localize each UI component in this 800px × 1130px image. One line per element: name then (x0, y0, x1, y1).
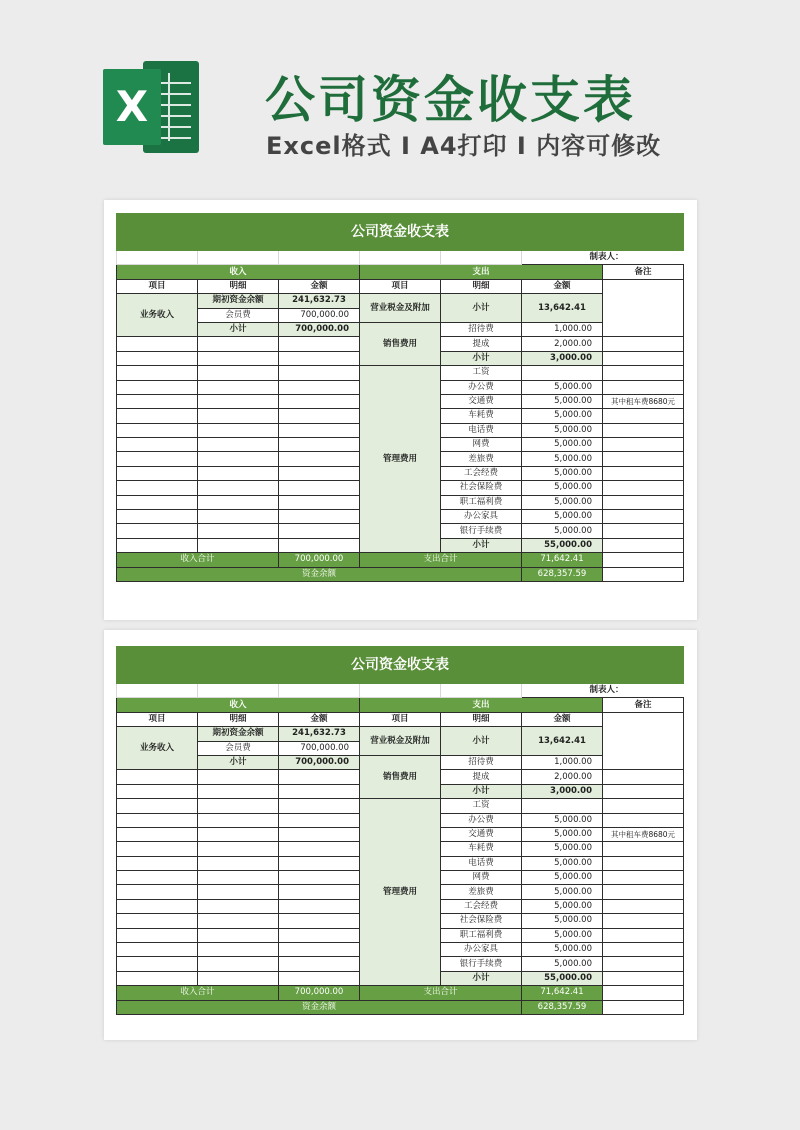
expense-note (603, 510, 684, 524)
expense-note (603, 409, 684, 423)
income-amount: 700,000.00 (279, 741, 360, 755)
ledger-table (116, 213, 684, 582)
expense-tax-subtotal: 13,642.41 (522, 294, 603, 323)
expense-note: 其中租车费8680元 (603, 827, 684, 841)
income-subtotal: 700,000.00 (279, 322, 360, 336)
expense-amount: 5,000.00 (522, 957, 603, 971)
col-header-detail: 明细 (441, 279, 522, 293)
excel-icon-letter: X (115, 82, 149, 131)
income-total: 700,000.00 (279, 986, 360, 1000)
expense-amount: 2,000.00 (522, 337, 603, 351)
balance-value: 628,357.59 (522, 567, 603, 581)
expense-amount: 5,000.00 (522, 899, 603, 913)
expense-detail: 提成 (441, 770, 522, 784)
expense-detail: 网费 (441, 438, 522, 452)
col-header-amount: 金额 (522, 279, 603, 293)
expense-detail: 网费 (441, 871, 522, 885)
col-header-item: 项目 (360, 712, 441, 726)
expense-detail: 办公费 (441, 380, 522, 394)
income-detail: 会员费 (198, 741, 279, 755)
excel-icon (103, 57, 201, 157)
expense-tax-subtotal-label: 小计 (441, 294, 522, 323)
expense-detail: 银行手续费 (441, 524, 522, 538)
expense-detail: 电话费 (441, 423, 522, 437)
expense-amount: 5,000.00 (522, 409, 603, 423)
page-subtitle: Excel格式 Ⅰ A4打印 Ⅰ 内容可修改 (266, 132, 662, 160)
income-amount: 241,632.73 (279, 294, 360, 308)
expense-admin-subtotal-label: 小计 (441, 971, 522, 985)
expense-note: 其中租车费8680元 (603, 394, 684, 408)
expense-note (603, 899, 684, 913)
expense-detail: 工会经费 (441, 899, 522, 913)
expense-detail: 电话费 (441, 856, 522, 870)
expense-detail: 交通费 (441, 827, 522, 841)
expense-admin-subtotal: 55,000.00 (522, 971, 603, 985)
expense-detail: 工会经费 (441, 466, 522, 480)
expense-detail: 社会保险费 (441, 914, 522, 928)
expense-admin-subtotal: 55,000.00 (522, 538, 603, 552)
expense-amount: 5,000.00 (522, 495, 603, 509)
expense-note (603, 366, 684, 380)
expense-amount: 5,000.00 (522, 842, 603, 856)
income-detail: 期初资金余额 (198, 727, 279, 741)
expense-sales-subtotal: 3,000.00 (522, 351, 603, 365)
expense-detail: 职工福利费 (441, 495, 522, 509)
ledger-table (116, 646, 684, 1015)
expense-note (603, 813, 684, 827)
expense-note (603, 928, 684, 942)
expense-tax-subtotal: 13,642.41 (522, 727, 603, 756)
col-header-detail: 明细 (441, 712, 522, 726)
expense-note (603, 885, 684, 899)
expense-detail: 职工福利费 (441, 928, 522, 942)
expense-category-sales: 销售费用 (360, 322, 441, 365)
note-header: 备注 (603, 265, 684, 279)
col-header-detail: 明细 (198, 712, 279, 726)
expense-total: 71,642.41 (522, 553, 603, 567)
expense-amount: 5,000.00 (522, 510, 603, 524)
expense-category-tax: 营业税金及附加 (360, 294, 441, 323)
expense-detail: 差旅费 (441, 885, 522, 899)
expense-note (603, 380, 684, 394)
expense-sales-subtotal-label: 小计 (441, 351, 522, 365)
maker-label: 制表人： (522, 251, 684, 265)
page-title: 公司资金收支表 (265, 71, 636, 129)
income-category: 业务收入 (117, 727, 198, 770)
expense-note (603, 481, 684, 495)
expense-amount: 5,000.00 (522, 928, 603, 942)
expense-amount: 5,000.00 (522, 481, 603, 495)
note-cell (603, 279, 684, 337)
expense-note (603, 842, 684, 856)
expense-category-admin: 管理费用 (360, 366, 441, 553)
col-header-item: 项目 (117, 279, 198, 293)
spreadsheet-preview-1 (104, 200, 697, 620)
expense-detail: 招待费 (441, 322, 522, 336)
expense-amount: 5,000.00 (522, 438, 603, 452)
expense-admin-subtotal-label: 小计 (441, 538, 522, 552)
expense-note (603, 943, 684, 957)
expense-amount: 2,000.00 (522, 770, 603, 784)
sheet-title: 公司资金收支表 (117, 647, 684, 684)
expense-amount (522, 799, 603, 813)
expense-category-admin: 管理费用 (360, 799, 441, 986)
expense-amount: 5,000.00 (522, 856, 603, 870)
income-detail: 期初资金余额 (198, 294, 279, 308)
balance-value: 628,357.59 (522, 1000, 603, 1014)
expense-amount (522, 366, 603, 380)
sheet-title: 公司资金收支表 (117, 214, 684, 251)
expense-amount: 5,000.00 (522, 452, 603, 466)
expense-total-label: 支出合计 (360, 553, 522, 567)
expense-amount: 1,000.00 (522, 755, 603, 769)
expense-sales-subtotal-label: 小计 (441, 784, 522, 798)
col-header-detail: 明细 (198, 279, 279, 293)
col-header-amount: 金额 (279, 279, 360, 293)
note-header: 备注 (603, 698, 684, 712)
col-header-amount: 金额 (522, 712, 603, 726)
expense-amount: 5,000.00 (522, 813, 603, 827)
expense-amount: 5,000.00 (522, 943, 603, 957)
expense-sales-subtotal: 3,000.00 (522, 784, 603, 798)
expense-note (603, 495, 684, 509)
income-subtotal-label: 小计 (198, 322, 279, 336)
income-header: 收入 (117, 698, 360, 712)
expense-detail: 交通费 (441, 394, 522, 408)
expense-detail: 银行手续费 (441, 957, 522, 971)
expense-detail: 办公费 (441, 813, 522, 827)
maker-label: 制表人： (522, 684, 684, 698)
income-total-label: 收入合计 (117, 986, 279, 1000)
balance-label: 资金余额 (117, 1000, 522, 1014)
expense-note (603, 799, 684, 813)
expense-tax-subtotal-label: 小计 (441, 727, 522, 756)
expense-detail: 办公家具 (441, 943, 522, 957)
income-category: 业务收入 (117, 294, 198, 337)
income-total-label: 收入合计 (117, 553, 279, 567)
expense-note (603, 914, 684, 928)
expense-amount: 1,000.00 (522, 322, 603, 336)
expense-amount: 5,000.00 (522, 885, 603, 899)
expense-category-tax: 营业税金及附加 (360, 727, 441, 756)
expense-note (603, 856, 684, 870)
expense-amount: 5,000.00 (522, 914, 603, 928)
col-header-item: 项目 (117, 712, 198, 726)
income-subtotal: 700,000.00 (279, 755, 360, 769)
col-header-item: 项目 (360, 279, 441, 293)
expense-detail: 工资 (441, 799, 522, 813)
expense-amount: 5,000.00 (522, 380, 603, 394)
expense-header: 支出 (360, 698, 603, 712)
income-header: 收入 (117, 265, 360, 279)
spreadsheet-preview-2 (104, 630, 697, 1040)
expense-category-sales: 销售费用 (360, 755, 441, 798)
header-banner (0, 0, 800, 190)
income-amount: 241,632.73 (279, 727, 360, 741)
income-detail: 会员费 (198, 308, 279, 322)
expense-detail: 办公家具 (441, 510, 522, 524)
expense-amount: 5,000.00 (522, 827, 603, 841)
expense-note (603, 438, 684, 452)
expense-total: 71,642.41 (522, 986, 603, 1000)
expense-note (603, 871, 684, 885)
balance-label: 资金余额 (117, 567, 522, 581)
expense-detail: 工资 (441, 366, 522, 380)
expense-note (603, 957, 684, 971)
expense-detail: 提成 (441, 337, 522, 351)
expense-detail: 社会保险费 (441, 481, 522, 495)
expense-total-label: 支出合计 (360, 986, 522, 1000)
note-cell (603, 712, 684, 770)
expense-detail: 车耗费 (441, 842, 522, 856)
expense-note (603, 524, 684, 538)
expense-amount: 5,000.00 (522, 524, 603, 538)
expense-header: 支出 (360, 265, 603, 279)
expense-amount: 5,000.00 (522, 871, 603, 885)
expense-amount: 5,000.00 (522, 394, 603, 408)
expense-detail: 差旅费 (441, 452, 522, 466)
expense-detail: 车耗费 (441, 409, 522, 423)
expense-note (603, 466, 684, 480)
income-total: 700,000.00 (279, 553, 360, 567)
expense-note (603, 423, 684, 437)
expense-amount: 5,000.00 (522, 423, 603, 437)
expense-detail: 招待费 (441, 755, 522, 769)
col-header-amount: 金额 (279, 712, 360, 726)
income-amount: 700,000.00 (279, 308, 360, 322)
expense-note (603, 452, 684, 466)
expense-amount: 5,000.00 (522, 466, 603, 480)
income-subtotal-label: 小计 (198, 755, 279, 769)
